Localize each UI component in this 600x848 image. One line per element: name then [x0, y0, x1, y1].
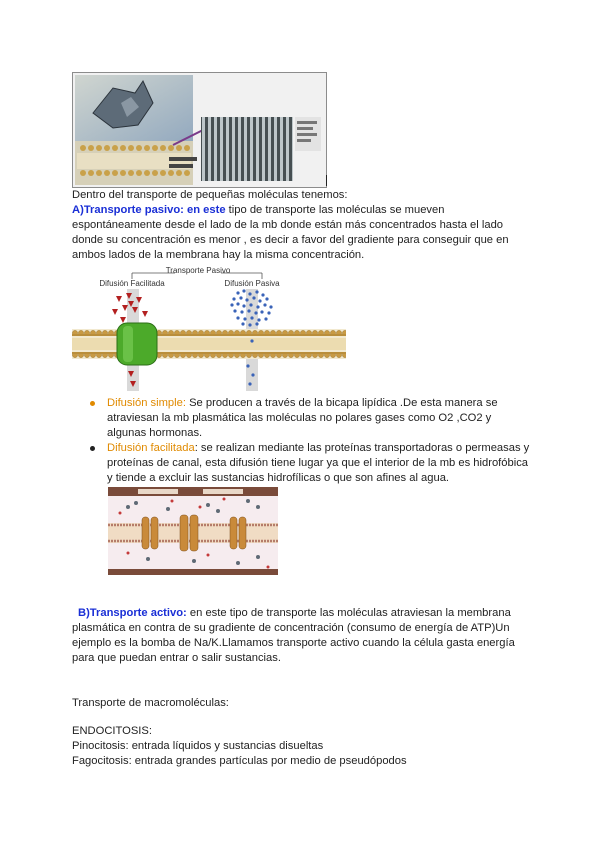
bullet-line: Se producen a través de la bicapa lipídica .De esta manera se: [185, 397, 498, 409]
passive-title: Transporte pasivo: en este: [83, 204, 226, 216]
bullet-line: proteínas de canal, esta difusión tiene lugar ya que el interior de la mb es hidrofóbica: [107, 457, 529, 469]
pinocytosis-line: Pinocitosis: entrada líquidos y sustancias disueltas: [72, 740, 324, 752]
macromolecules-title: Transporte de macromoléculas:: [72, 697, 229, 709]
endocytosis-heading: ENDOCITOSIS:: [72, 725, 152, 737]
active-line: en este tipo de transporte las moléculas atraviesan la membrana: [186, 607, 511, 619]
passive-transport-diagram: [72, 263, 346, 393]
bullet-term: Difusión facilitada: [107, 442, 195, 454]
bullet-term: Difusión simple:: [107, 397, 186, 409]
bullet-simple-diffusion: [107, 396, 498, 411]
bullet-dot-black: [90, 446, 95, 451]
active-line: plasmática en contra de su gradiente de concentración (consumo de energía de ATP)Un: [72, 622, 510, 634]
bullet-facilitated-diffusion: [107, 441, 529, 456]
passive-transport-figure: [72, 263, 346, 393]
active-transport-paragraph: [78, 606, 511, 621]
bullet-line: y tiende a excluir las sustancias hidrofílicas o que son afines al agua.: [107, 472, 450, 484]
label-passive: Difusión Pasiva: [224, 279, 280, 288]
passive-line: tipo de transporte las moléculas se mueven: [225, 204, 445, 216]
membrane-structure-image: [73, 73, 326, 187]
passive-transport-paragraph: [72, 203, 444, 218]
active-title: B)Transporte activo:: [78, 607, 187, 619]
label-facilitated: Difusión Facilitada: [99, 279, 165, 288]
figure-header: Transporte Pasivo: [165, 266, 231, 275]
active-line: ejemplo es la bomba de Na/K.Llamamos transporte activo cuando la célula gasta energía: [72, 637, 515, 649]
bullet-line: algunas hormonas.: [107, 427, 203, 439]
bullet-dot-orange: [90, 401, 95, 406]
active-line: para que puedan entrar o salir sustancias.: [72, 652, 281, 664]
passive-line: ambos lados de la membrana hay la misma concentración.: [72, 249, 365, 261]
membrane-channels-figure: [108, 487, 278, 575]
passive-line: donde su concentración es menor , es decir a favor del gradiente para conseguir que en: [72, 234, 509, 246]
passive-line: espontáneamente desde el lado de la mb donde están más concentrados hasta el lado: [72, 219, 504, 231]
bullet-line: : se realizan mediante las proteínas transportadoras o permeasas y: [194, 442, 530, 454]
text-cursor: [326, 175, 327, 186]
phagocytosis-line: Fagocitosis: entrada grandes partículas por medio de pseudópodos: [72, 755, 407, 767]
membrane-channels-image: [108, 487, 278, 575]
bullet-line: atraviesan la mb plasmática las moléculas no polares gases como O2 ,CO2 y: [107, 412, 492, 424]
intro-text: Dentro del transporte de pequeñas moléculas tenemos:: [72, 189, 348, 201]
membrane-structure-figure: [72, 72, 327, 188]
passive-prefix: A): [72, 204, 84, 216]
